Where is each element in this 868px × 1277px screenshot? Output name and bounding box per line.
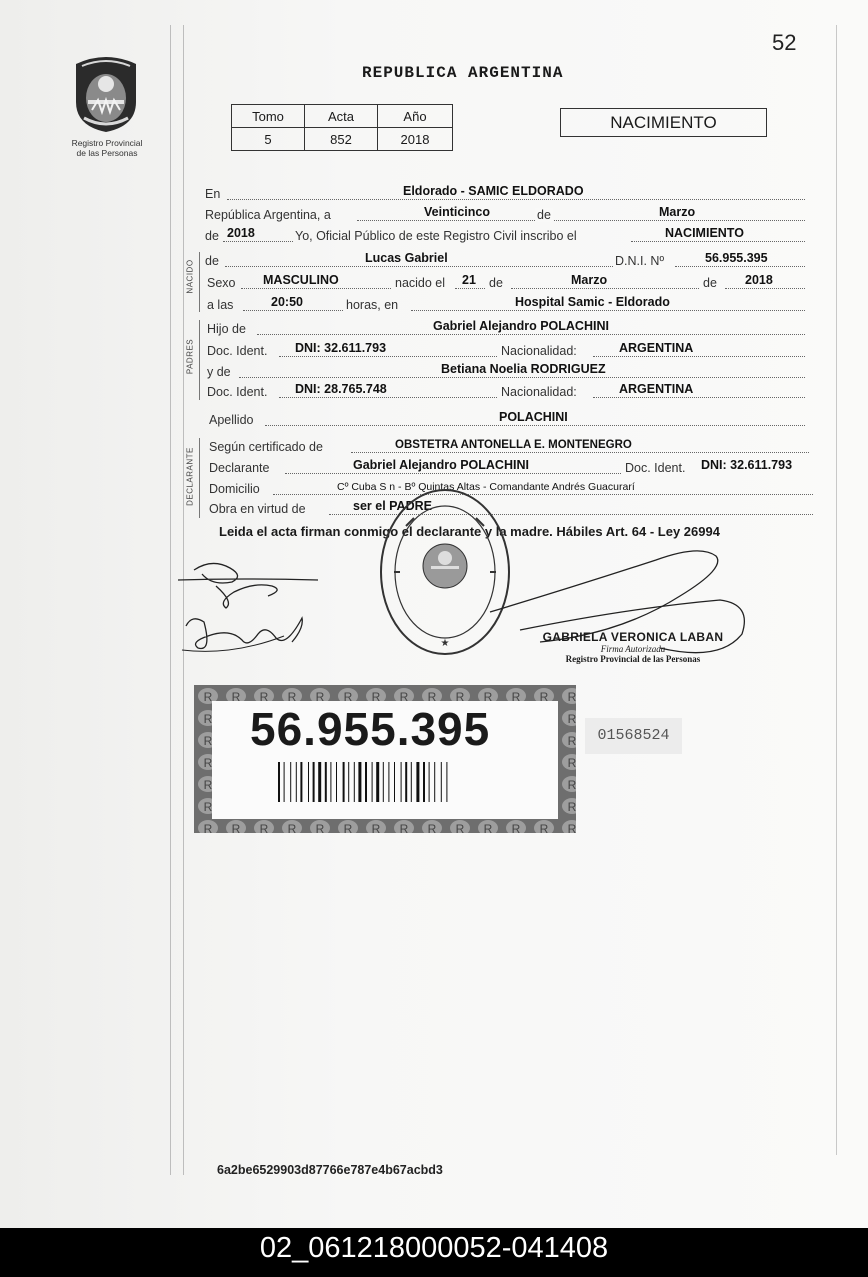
dotted-line bbox=[285, 473, 621, 474]
dotted-line bbox=[243, 310, 343, 311]
padres-bracket bbox=[199, 320, 200, 400]
signature-block bbox=[523, 630, 743, 664]
father-nationality-label: Nacionalidad: bbox=[501, 344, 577, 358]
signer-name: GABRIELA VERONICA LABAN bbox=[542, 630, 724, 644]
dotted-line bbox=[675, 266, 805, 267]
signer-title: Firma Autorizada bbox=[600, 644, 666, 654]
dotted-line bbox=[455, 288, 485, 289]
child-dni-value: 56.955.395 bbox=[705, 251, 768, 265]
dotted-line bbox=[279, 397, 497, 398]
de2-label: de bbox=[205, 229, 219, 243]
left-margin-line bbox=[170, 25, 171, 1175]
en-label: En bbox=[205, 187, 221, 201]
logo-caption bbox=[52, 138, 162, 158]
dotted-line bbox=[265, 425, 805, 426]
value-anio: 2018 bbox=[378, 128, 453, 151]
row-father bbox=[205, 318, 805, 336]
footer-id: 02_061218000052-041408 bbox=[0, 1228, 868, 1277]
header-tomo: Tomo bbox=[232, 105, 305, 128]
dotted-line bbox=[227, 199, 805, 200]
dotted-line bbox=[257, 334, 805, 335]
mother-value: Betiana Noelia RODRIGUEZ bbox=[441, 362, 606, 376]
yde-label: y de bbox=[207, 365, 231, 379]
mother-nationality-value: ARGENTINA bbox=[619, 382, 694, 396]
dotted-line bbox=[357, 220, 805, 221]
declarant-name-value: Gabriel Alejandro POLACHINI bbox=[353, 458, 529, 472]
dotted-line bbox=[225, 266, 613, 267]
value-tomo: 5 bbox=[232, 128, 305, 151]
dotted-line bbox=[351, 452, 809, 453]
declarant-label: Declarante bbox=[209, 461, 270, 475]
declarant-doc-label: Doc. Ident. bbox=[625, 461, 686, 475]
declarante-bracket bbox=[199, 438, 200, 518]
dni-label: D.N.I. Nº bbox=[615, 254, 665, 268]
capacity-value: ser el PADRE bbox=[353, 499, 432, 513]
row-certificate bbox=[209, 436, 809, 454]
place-value: Eldorado - SAMIC ELDORADO bbox=[403, 184, 584, 198]
closing-text: Leida el acta firman conmigo el declarante y la madre. Hábiles Art. 64 - Ley 26994 bbox=[219, 524, 720, 539]
father-doc-label: Doc. Ident. bbox=[207, 344, 268, 358]
record-type-box: NACIMIENTO bbox=[560, 108, 767, 137]
header-anio: Año bbox=[378, 105, 453, 128]
logo-caption-line1: Registro Provincial bbox=[71, 138, 143, 148]
dotted-line bbox=[593, 397, 805, 398]
de-label: de bbox=[537, 208, 551, 222]
father-nationality-value: ARGENTINA bbox=[619, 341, 694, 355]
record-table-header bbox=[232, 105, 453, 128]
registrar-text: Yo, Oficial Público de este Registro Civil inscribo el bbox=[295, 229, 577, 243]
nacido-label: nacido el bbox=[395, 276, 446, 290]
declarant-doc-value: DNI: 32.611.793 bbox=[701, 458, 793, 472]
dotted-line bbox=[593, 356, 805, 357]
father-doc-value: DNI: 32.611.793 bbox=[295, 341, 387, 355]
time-value: 20:50 bbox=[271, 295, 303, 309]
nacido-bracket bbox=[199, 252, 200, 312]
declarante-section-label: DECLARANTE bbox=[185, 447, 195, 506]
record-table-values bbox=[232, 128, 453, 151]
birth-year-value: 2018 bbox=[745, 273, 773, 287]
right-edge-line bbox=[836, 25, 837, 1155]
value-acta: 852 bbox=[305, 128, 378, 151]
sex-value: MASCULINO bbox=[263, 273, 339, 287]
serial-sticker: 01568524 bbox=[585, 718, 682, 754]
address-value: Cº Cuba S n - Bº Quintas Altas - Comandante Andrés Guacurarí bbox=[337, 481, 635, 493]
logo-caption-line2: de las Personas bbox=[76, 148, 138, 158]
dotted-line bbox=[273, 494, 813, 495]
provincial-seal-icon bbox=[68, 54, 144, 139]
dotted-line bbox=[725, 288, 805, 289]
header-acta: Acta bbox=[305, 105, 378, 128]
dotted-line bbox=[411, 310, 805, 311]
row-father-doc bbox=[205, 340, 805, 358]
barcode-icon bbox=[276, 762, 488, 802]
dotted-line bbox=[279, 356, 497, 357]
event-value: NACIMIENTO bbox=[665, 226, 744, 240]
document-hash: 6a2be6529903d87766e787e4b67acbd3 bbox=[217, 1163, 443, 1177]
row-mother-doc bbox=[205, 381, 805, 399]
alas-label: a las bbox=[207, 298, 234, 312]
birth-day-value: 21 bbox=[462, 273, 476, 287]
capacity-label: Obra en virtud de bbox=[209, 502, 306, 516]
horas-label: horas, en bbox=[346, 298, 399, 312]
birthplace-value: Hospital Samic - Eldorado bbox=[515, 295, 670, 309]
padres-section-label: PADRES bbox=[185, 338, 195, 375]
dotted-line bbox=[223, 241, 293, 242]
nacido-section-label: NACIDO bbox=[185, 259, 195, 294]
row-date bbox=[205, 204, 805, 222]
dni-sticker-number: 56.955.395 bbox=[250, 703, 491, 755]
row-mother bbox=[205, 361, 805, 379]
month-value: Marzo bbox=[659, 205, 696, 219]
svg-text:★: ★ bbox=[440, 638, 450, 649]
cert-label: Según certificado de bbox=[209, 440, 323, 454]
dotted-line bbox=[239, 377, 805, 378]
child-de-label: de bbox=[205, 254, 219, 268]
mother-doc-value: DNI: 28.765.748 bbox=[295, 382, 387, 396]
certificate-value: OBSTETRA ANTONELLA E. MONTENEGRO bbox=[395, 439, 632, 451]
document-title: REPUBLICA ARGENTINA bbox=[362, 64, 564, 82]
row-child-birth bbox=[205, 272, 805, 290]
mother-nationality-label: Nacionalidad: bbox=[501, 385, 577, 399]
row-child-name bbox=[205, 250, 805, 268]
row-surname bbox=[205, 409, 805, 427]
row-place bbox=[205, 183, 805, 201]
hijo-label: Hijo de bbox=[207, 322, 246, 336]
row-declarant bbox=[209, 457, 809, 475]
birth-month-value: Marzo bbox=[571, 273, 608, 287]
dotted-line bbox=[241, 288, 391, 289]
row-registrar bbox=[205, 225, 805, 243]
dotted-line bbox=[631, 241, 805, 242]
signer-organization: Registro Provincial de las Personas bbox=[565, 654, 701, 664]
year-value: 2018 bbox=[227, 226, 255, 240]
dotted-line bbox=[511, 288, 699, 289]
page-number: 52 bbox=[772, 30, 797, 55]
sexo-label: Sexo bbox=[207, 276, 236, 290]
de-label-2: de bbox=[489, 276, 503, 290]
record-table bbox=[231, 104, 453, 151]
republica-label: República Argentina, a bbox=[205, 208, 331, 222]
father-value: Gabriel Alejandro POLACHINI bbox=[433, 319, 609, 333]
surname-value: POLACHINI bbox=[499, 410, 568, 424]
address-label: Domicilio bbox=[209, 482, 260, 496]
surname-label: Apellido bbox=[209, 413, 254, 427]
child-name-value: Lucas Gabriel bbox=[365, 251, 448, 265]
declarant-signature bbox=[172, 556, 322, 668]
row-child-time bbox=[205, 294, 805, 312]
de-label-3: de bbox=[703, 276, 717, 290]
day-words-value: Veinticinco bbox=[424, 205, 490, 219]
mother-doc-label: Doc. Ident. bbox=[207, 385, 268, 399]
